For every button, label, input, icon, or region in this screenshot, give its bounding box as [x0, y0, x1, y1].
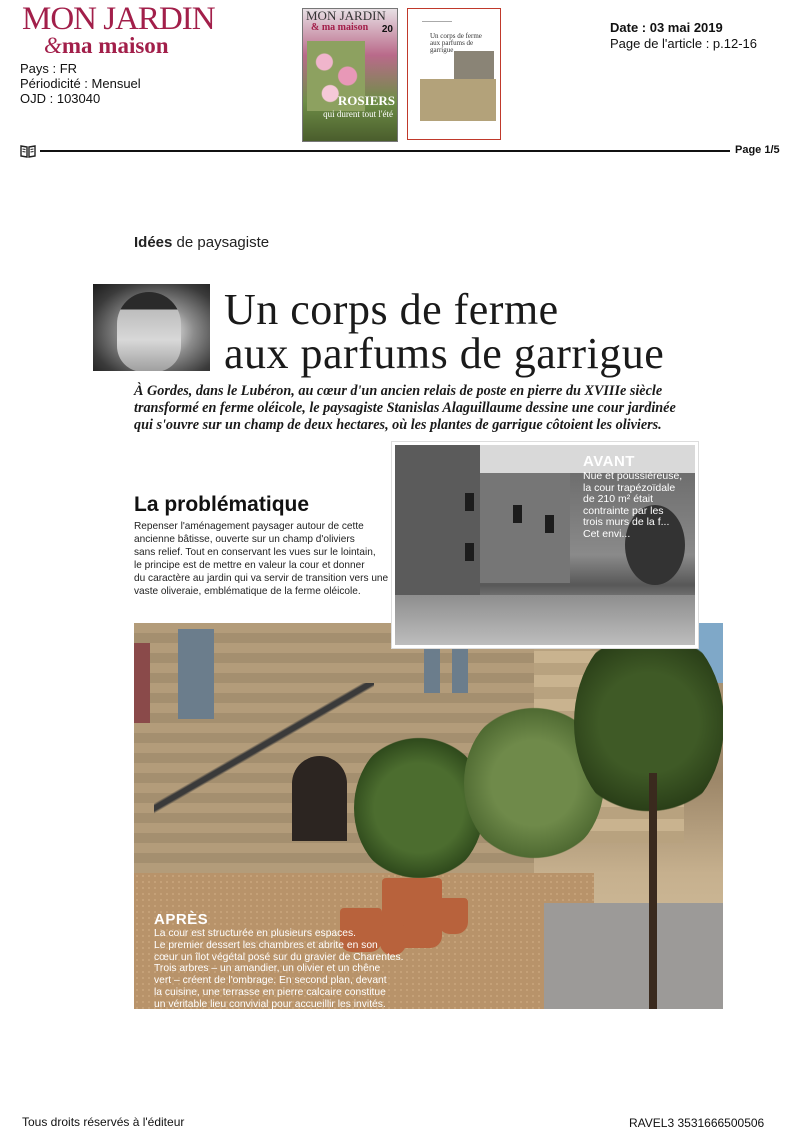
before-ground [395, 595, 695, 645]
intro-line: À Gordes, dans le Lubéron, au cœur d'un ancien relais de poste en pierre du XVIIIe siècle [134, 383, 663, 399]
cover-title: MON JARDIN [306, 8, 386, 23]
before-caption-line: Nue et poussiéreuse, [583, 470, 683, 482]
publication-logo-title: MON JARDIN [22, 1, 215, 37]
footer-reference: RAVEL3 3531666500506 [629, 1116, 765, 1130]
footer-rights: Tous droits réservés à l'éditeur [22, 1115, 185, 1129]
after-olive-tree [354, 733, 484, 883]
after-terrace [544, 903, 723, 1009]
before-label: AVANT [583, 453, 635, 470]
body-line: vaste oliveraie, emblématique de la ferme oléicole. [134, 586, 361, 597]
kicker-rest: de paysagiste [172, 234, 270, 251]
thumb-photo-before [454, 51, 494, 81]
after-label: APRÈS [154, 911, 209, 928]
article-title-line-2: aux parfums de garrigue [224, 329, 665, 378]
after-caption-line: La cour est structurée en plusieurs espaces. [154, 928, 357, 939]
book-icon [20, 143, 36, 159]
after-shutter [424, 643, 440, 693]
before-caption-line: trois murs de la f... [583, 516, 670, 528]
cover-headline-sub: qui durent tout l'été [323, 109, 393, 119]
after-caption-line: un véritable lieu convivial pour accueillir les invités. [154, 998, 386, 1009]
intro-line: transformé en ferme oléicole, le paysagiste Stanislas Alaguillaume dessine une cour jardinée [134, 400, 676, 416]
logo-ampersand: & [44, 33, 62, 58]
after-caption-line: Trois arbres – un amandier, un olivier et un chêne [154, 963, 381, 975]
before-building [395, 445, 480, 595]
intro-line: qui s'ouvre sur un champ de deux hectares, où les plantes de garrigue côtoient les oliviers. [134, 417, 662, 433]
body-line: le principe est de mettre en valeur la cour et donner [134, 560, 365, 571]
before-window [513, 505, 522, 523]
body-line: sans relief. Tout en conservant les vues sur le lointain, [134, 547, 376, 558]
portrait-face [117, 292, 181, 371]
cover-issue: 20 [381, 24, 393, 35]
article-page-thumbnail[interactable] [407, 8, 501, 140]
after-caption-line: cœur un îlot végétal posé sur du gravier de Charentes. [154, 951, 404, 963]
before-caption-line: de 210 m² était [583, 493, 654, 505]
article-kicker [134, 234, 269, 251]
author-portrait [93, 284, 210, 371]
section-body [134, 520, 389, 598]
after-shutter-red [134, 643, 150, 723]
meta-country: Pays : FR [20, 61, 78, 76]
after-caption-line: Le premier dessert les chambres et abrite en son [154, 939, 378, 951]
header-divider [40, 150, 730, 152]
thumb-headline: Un corps de ferme aux parfums de garrigue [430, 32, 482, 54]
article-pages: Page de l'article : p.12-16 [610, 36, 758, 51]
body-line: du caractère au jardin qui va servir de transition vers une [134, 573, 389, 584]
before-caption-line: la cour trapézoïdale [583, 481, 676, 494]
meta-ojd: OJD : 103040 [20, 91, 101, 106]
logo-subtitle-text: ma maison [61, 33, 169, 58]
after-tree-trunk [649, 773, 657, 1009]
article-intro [134, 383, 694, 434]
page-number: Page 1/5 [735, 144, 780, 156]
before-window [545, 515, 554, 533]
section-heading: La problématique [134, 493, 310, 516]
cover-headline: ROSIERS [337, 93, 395, 108]
meta-periodicity: Périodicité : Mensuel [20, 76, 141, 91]
before-building [480, 473, 570, 583]
after-shutter [452, 643, 468, 693]
before-window [465, 543, 474, 561]
article-title-line-1: Un corps de ferme [224, 285, 559, 334]
before-caption [583, 471, 691, 540]
photo-after [134, 623, 723, 1009]
after-arched-door [292, 756, 347, 841]
before-window [465, 493, 474, 511]
thumb-photo-after [420, 79, 496, 121]
photo-before [392, 442, 698, 648]
after-caption-line: vert – créent de l'ombrage. En second plan, devant [154, 975, 387, 987]
cover-subtitle: & ma maison [311, 22, 369, 33]
body-line: ancienne bâtisse, ouverte sur un champ d'oliviers [134, 534, 355, 545]
publication-logo-subtitle [44, 34, 169, 58]
before-caption-line: Cet envi... [583, 527, 631, 540]
before-caption-line: contrainte par les [583, 504, 664, 517]
thumb-line [422, 21, 452, 22]
kicker-bold: Idées [134, 234, 173, 251]
article-date: Date : 03 mai 2019 [610, 20, 723, 35]
body-line: Repenser l'aménagement paysager autour de cette [134, 521, 364, 532]
terracotta-pot [438, 898, 468, 934]
after-caption [154, 928, 404, 1009]
after-caption-line: la cuisine, une terrasse en pierre calcaire constitue [154, 986, 386, 998]
magazine-cover-thumbnail[interactable] [302, 8, 398, 142]
